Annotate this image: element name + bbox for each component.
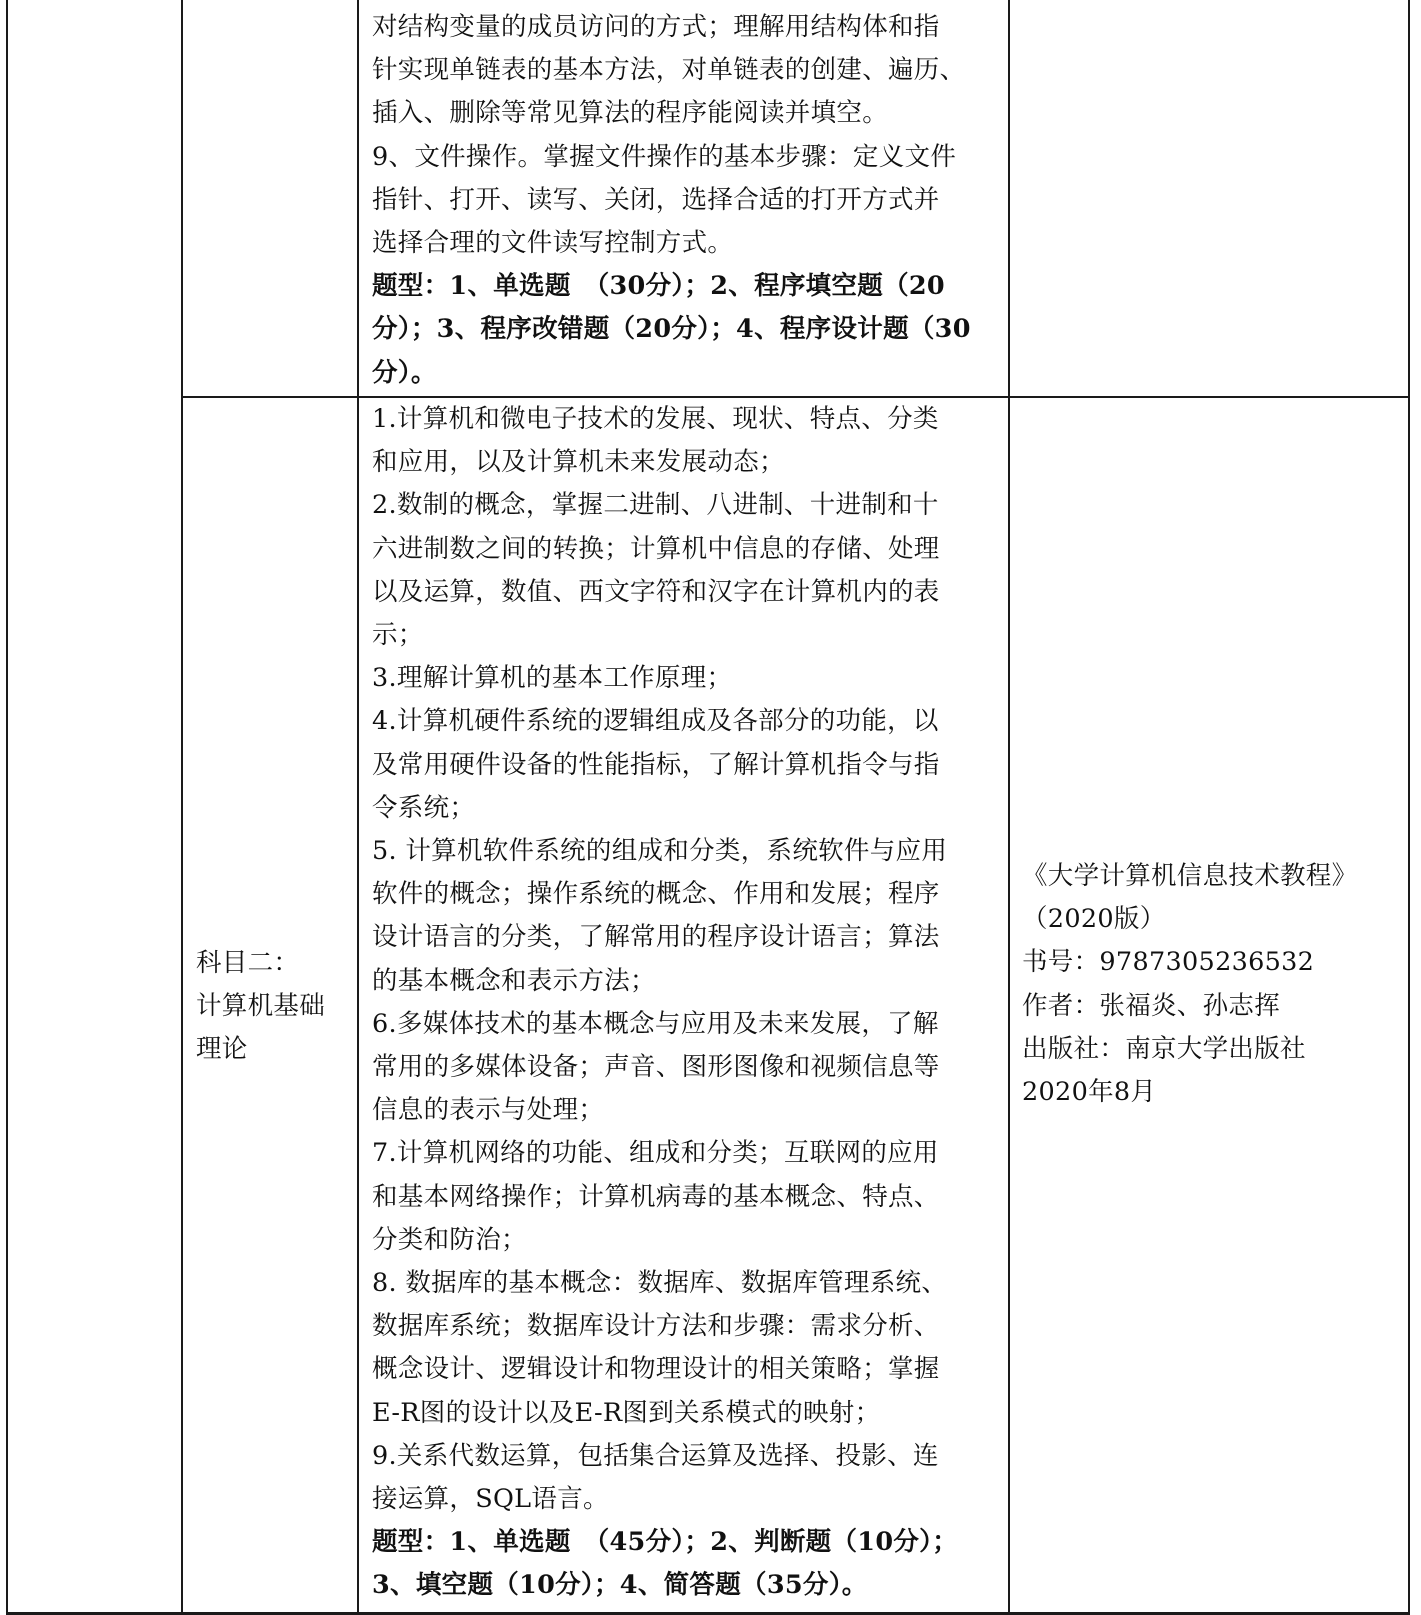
subject-two-question-types (372, 1521, 958, 1607)
subject-two-name-cell (196, 942, 325, 1072)
table-right-border (1408, 0, 1410, 1615)
subject-two-textbook (1022, 855, 1357, 1114)
question-types-line: 3、填空题（10分）；4、简答题（35分）。 (372, 1570, 868, 1601)
content-line: 及常用硬件设备的性能指标，了解计算机指令与指 (372, 749, 940, 780)
content-line: 3.理解计算机的基本工作原理； (372, 663, 733, 694)
content-line: 分类和防治； (372, 1224, 527, 1255)
content-line: 指针、打开、读写、关闭，选择合适的打开方式并 (372, 184, 940, 215)
textbook-line: 2020年8月 (1022, 1077, 1157, 1108)
content-line: 9、文件操作。掌握文件操作的基本步骤：定义文件 (372, 141, 957, 172)
content-line: 常用的多媒体设备；声音、图形图像和视频信息等 (372, 1052, 940, 1083)
question-types-line: 题型：1、单选题 （30分）；2、程序填空题（20 (372, 271, 945, 302)
subject-name-line: 计算机基础 (196, 991, 326, 1022)
content-line: 4.计算机硬件系统的逻辑组成及各部分的功能，以 (372, 706, 939, 737)
content-line: 7.计算机网络的功能、组成和分类；互联网的应用 (372, 1138, 939, 1169)
subject-name-line: 理论 (196, 1034, 248, 1065)
content-line: E-R图的设计以及E-R图到关系模式的映射； (372, 1397, 881, 1428)
content-line: 插入、删除等常见算法的程序能阅读并填空。 (372, 98, 889, 129)
content-line: 2.数制的概念，掌握二进制、八进制、十进制和十 (372, 490, 939, 521)
textbook-line: 书号：9787305236532 (1022, 947, 1315, 978)
subject-two-content-text (372, 398, 958, 1521)
textbook-line: 作者：张福炎、孙志挥 (1022, 990, 1281, 1021)
subject-two-content-cell (372, 398, 958, 1608)
content-line: 接运算，SQL语言。 (372, 1484, 609, 1515)
content-line: 1.计算机和微电子技术的发展、现状、特点、分类 (372, 404, 939, 434)
content-line: 软件的概念；操作系统的概念、作用和发展；程序 (372, 879, 940, 910)
content-line: 概念设计、逻辑设计和物理设计的相关策略；掌握 (372, 1354, 940, 1385)
question-types-line: 分）。 (372, 357, 437, 388)
content-line: 以及运算，数值、西文字符和汉字在计算机内的表 (372, 576, 940, 607)
content-line: 选择合理的文件读写控制方式。 (372, 228, 734, 259)
top-row-content-text (372, 6, 971, 265)
content-line: 信息的表示与处理； (372, 1095, 605, 1126)
content-line: 6.多媒体技术的基本概念与应用及未来发展，了解 (372, 1008, 939, 1039)
question-types-line: 分）；3、程序改错题（20分）；4、程序设计题（30 (372, 314, 971, 345)
content-line: 对结构变量的成员访问的方式；理解用结构体和指 (372, 12, 940, 42)
content-line: 示； (372, 620, 424, 651)
content-line: 的基本概念和表示方法； (372, 965, 656, 996)
content-line: 令系统； (372, 792, 476, 823)
content-line: 5. 计算机软件系统的组成和分类，系统软件与应用 (372, 836, 948, 867)
column-divider-3 (1008, 0, 1010, 1615)
subject-two-textbook-cell (1022, 855, 1357, 1114)
subject-name-line: 科目二： (196, 948, 300, 978)
content-line: 9.关系代数运算，包括集合运算及选择、投影、连 (372, 1440, 939, 1471)
textbook-line: 出版社：南京大学出版社 (1022, 1033, 1306, 1064)
textbook-line: （2020版） (1022, 904, 1166, 935)
table-left-border (6, 0, 8, 1615)
column-divider-2 (357, 0, 359, 1615)
content-line: 数据库系统；数据库设计方法和步骤：需求分析、 (372, 1311, 940, 1342)
content-line: 和基本网络操作；计算机病毒的基本概念、特点、 (372, 1181, 940, 1212)
content-line: 设计语言的分类，了解常用的程序设计语言；算法 (372, 922, 940, 953)
question-types-line: 题型：1、单选题 （45分）；2、判断题（10分）； (372, 1527, 959, 1558)
textbook-line: 《大学计算机信息技术教程》 (1022, 861, 1358, 891)
top-row-content-cell (372, 6, 971, 395)
top-row-question-types (372, 265, 971, 395)
column-divider-1 (181, 0, 183, 1615)
subject-two-name (196, 942, 325, 1072)
content-line: 针实现单链表的基本方法，对单链表的创建、遍历、 (372, 55, 966, 86)
content-line: 六进制数之间的转换；计算机中信息的存储、处理 (372, 533, 940, 564)
content-line: 和应用，以及计算机未来发展动态； (372, 447, 785, 478)
content-line: 8. 数据库的基本概念：数据库、数据库管理系统、 (372, 1268, 948, 1299)
